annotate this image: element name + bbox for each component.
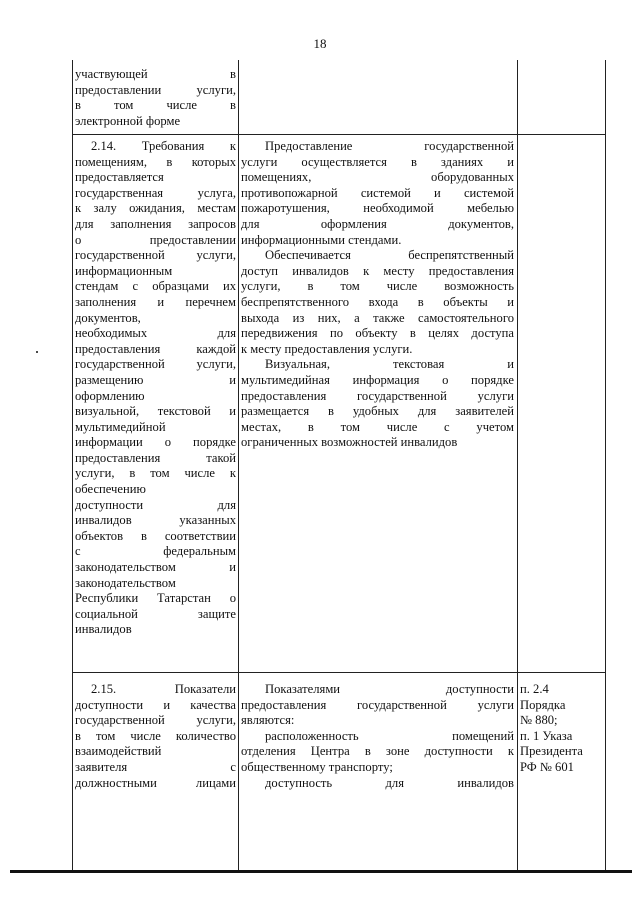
- text-line: информационным: [75, 263, 173, 278]
- text-line: визуальной, текстовой и: [75, 404, 236, 419]
- row-3-legal-basis: [520, 682, 604, 800]
- text-line: к залу ожидания, местам: [75, 201, 236, 216]
- text-line: мультимедийная информация о порядке: [241, 372, 514, 387]
- text-line: информации о порядке: [75, 435, 236, 450]
- text-line: Обеспечивается беспрепятственный: [265, 248, 514, 263]
- text-line: помещениям, в которых: [75, 154, 236, 169]
- text-line: предоставлении услуги,: [75, 82, 236, 97]
- text-line: выхода из них, а также самостоятельного: [241, 310, 514, 325]
- text-line: информационными стендами.: [241, 232, 402, 247]
- text-line: предоставляется: [75, 170, 164, 185]
- text-line: предоставления государственной услуги: [241, 388, 514, 403]
- text-line: заполнения и перечнем: [75, 294, 236, 309]
- row-2-description: [75, 139, 236, 669]
- column-divider-1: [238, 60, 239, 870]
- text-line: РФ № 601: [520, 759, 574, 774]
- text-line: являются:: [241, 713, 295, 728]
- text-line: оформлению: [75, 388, 145, 403]
- scan-bottom-edge: [10, 870, 632, 873]
- text-line: Президента: [520, 744, 583, 759]
- text-line: объектов в соответствии: [75, 528, 236, 543]
- text-line: размещению и: [75, 372, 236, 387]
- column-divider-2: [517, 60, 518, 870]
- text-line: участвующей в: [75, 67, 236, 81]
- row-3-description: [75, 682, 236, 800]
- regulation-table: [72, 60, 606, 870]
- row-1-content: [241, 67, 514, 133]
- text-line: необходимых для: [75, 326, 236, 341]
- text-line: для заполнения запросов: [75, 216, 236, 231]
- table-border-right: [605, 60, 606, 870]
- text-line: беспрепятственного входа в объекты и: [241, 294, 514, 309]
- text-line: законодательством и: [75, 560, 236, 575]
- text-line: расположенность помещений: [265, 728, 514, 743]
- text-line: обеспечению: [75, 482, 146, 497]
- text-line: 2.15. Показатели: [91, 682, 236, 696]
- text-line: документов,: [75, 310, 141, 325]
- row-1-legal-basis: [520, 67, 604, 133]
- text-line: местах, в том числе с учетом: [241, 419, 514, 434]
- text-line: с федеральным: [75, 544, 236, 559]
- text-line: общественному транспорту;: [241, 759, 393, 774]
- row-divider-1: [72, 134, 606, 135]
- text-line: взаимодействий: [75, 744, 162, 759]
- text-line: Визуальная, текстовая и: [265, 357, 514, 372]
- text-line: противопожарной системой и системой: [241, 185, 514, 200]
- text-line: Порядка: [520, 697, 566, 712]
- text-line: доступность для инвалидов: [265, 775, 514, 790]
- text-line: законодательством: [75, 575, 176, 590]
- text-line: отделения Центра в зоне доступности к: [241, 744, 514, 759]
- text-line: доступности для: [75, 497, 236, 512]
- text-line: о предоставлении: [75, 232, 236, 247]
- text-line: 2.14. Требования к: [91, 139, 236, 153]
- row-divider-2: [72, 672, 606, 673]
- text-line: услуги, в том числе возможность: [241, 279, 514, 294]
- text-line: для оформления документов,: [241, 216, 514, 231]
- text-line: помещениях, оборудованных: [241, 170, 514, 185]
- text-line: пожаротушения, необходимой мебелью: [241, 201, 514, 216]
- row-2-legal-basis: [520, 139, 604, 669]
- text-line: государственной услуги,: [75, 713, 236, 728]
- text-line: заявителя с: [75, 759, 236, 774]
- text-line: п. 2.4: [520, 682, 549, 696]
- text-line: инвалидов указанных: [75, 513, 236, 528]
- text-line: ограниченных возможностей инвалидов: [241, 435, 458, 450]
- text-line: № 880;: [520, 713, 558, 728]
- text-line: предоставления государственной услуги: [241, 697, 514, 712]
- page-number: 18: [313, 36, 327, 51]
- text-line: предоставления каждой: [75, 341, 236, 356]
- text-line: передвижения по объекту в целях доступа: [241, 326, 514, 341]
- row-1-description: [75, 67, 236, 133]
- text-line: социальной защите: [75, 606, 236, 621]
- text-line: в том числе количество: [75, 728, 236, 743]
- text-line: п. 1 Указа: [520, 728, 573, 743]
- text-line: доступ инвалидов к месту предоставления: [241, 263, 514, 278]
- text-line: стендам с образцами их: [75, 279, 236, 294]
- text-line: государственной услуги,: [75, 248, 236, 263]
- text-line: предоставления такой: [75, 450, 236, 465]
- text-line: мультимедийной: [75, 419, 166, 434]
- text-line: услуги осуществляется в зданиях и: [241, 154, 514, 169]
- text-line: электронной форме: [75, 113, 181, 128]
- text-line: к месту предоставления услуги.: [241, 341, 413, 356]
- text-line: государственная услуга,: [75, 185, 236, 200]
- text-line: доступности и качества: [75, 697, 236, 712]
- text-line: размещается в удобных для заявителей: [241, 404, 514, 419]
- text-line: Предоставление государственной: [265, 139, 514, 153]
- text-line: услуги, в том числе к: [75, 466, 236, 481]
- row-2-content: [241, 139, 514, 669]
- row-3-content: [241, 682, 514, 800]
- text-line: государственной услуги,: [75, 357, 236, 372]
- table-border-left: [72, 60, 73, 870]
- text-line: Показателями доступности: [265, 682, 514, 696]
- text-line: инвалидов: [75, 622, 132, 637]
- text-line: в том числе в: [75, 98, 236, 113]
- text-line: должностными лицами: [75, 775, 236, 790]
- scan-speck: [36, 351, 38, 353]
- text-line: Республики Татарстан о: [75, 591, 236, 606]
